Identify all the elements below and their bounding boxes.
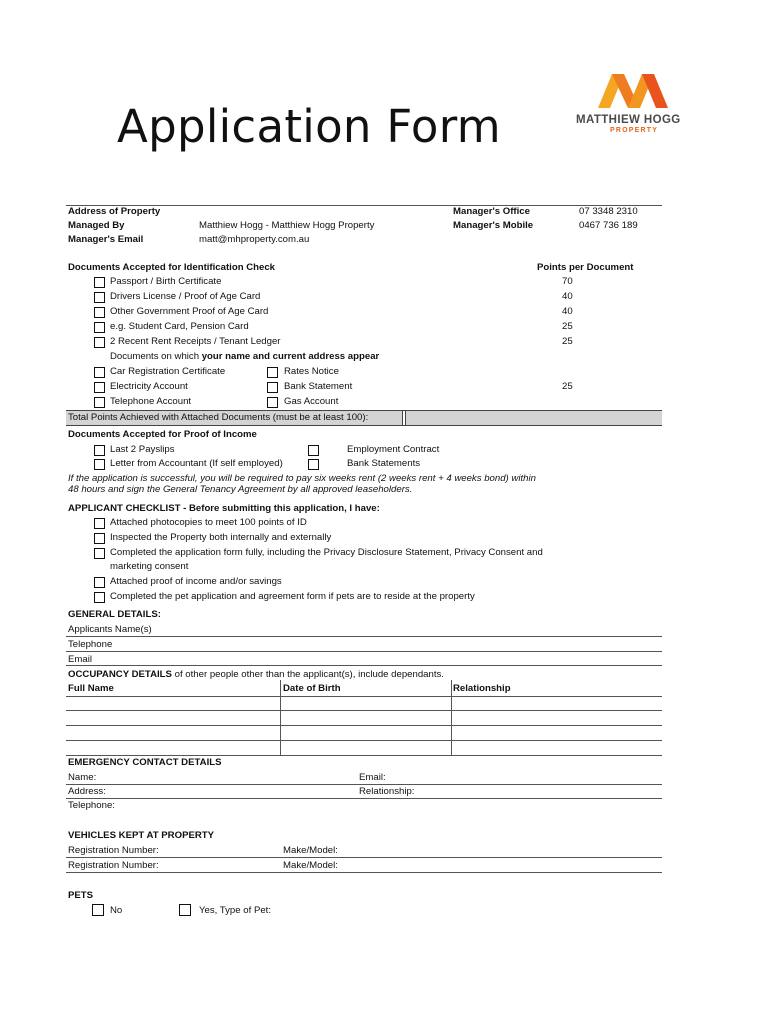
checklist-item: Attached photocopies to meet 100 points of ID (110, 517, 307, 528)
emergency-email-label: Email: (359, 772, 386, 783)
checklist-item: Completed the pet application and agreement form if pets are to reside at the property (110, 591, 475, 602)
electricity-account-checkbox[interactable] (94, 382, 105, 393)
occupancy-row-line (66, 696, 662, 697)
income-doc-label: Bank Statements (347, 458, 421, 469)
applicant-names-label: Applicants Name(s) (68, 624, 152, 635)
id-doc-label: Passport / Birth Certificate (110, 276, 222, 287)
total-points-input[interactable] (402, 411, 406, 425)
occupancy-col-name: Full Name (68, 683, 114, 694)
occupancy-row-line[interactable] (66, 755, 662, 756)
logo-mark-icon (576, 72, 686, 108)
id-doc-checkbox[interactable] (94, 337, 105, 348)
id-doc-label: 2 Recent Rent Receipts / Tenant Ledger (110, 336, 281, 347)
id-doc-checkbox[interactable] (94, 292, 105, 303)
telephone-label: Telephone (68, 639, 113, 650)
checklist-item-continued: marketing consent (110, 561, 189, 572)
pets-no-label: No (110, 905, 123, 916)
page-title: Application Form (117, 100, 501, 153)
logo-sub: PROPERTY (610, 127, 659, 134)
pets-yes-checkbox[interactable] (179, 904, 191, 916)
id-doc-checkbox[interactable] (94, 277, 105, 288)
emergency-name-field[interactable] (66, 784, 662, 785)
occupancy-row-line[interactable] (66, 725, 662, 726)
id-doc-label: Drivers License / Proof of Age Card (110, 291, 261, 302)
telephone-field[interactable] (66, 651, 662, 652)
make-model-label: Make/Model: (283, 845, 338, 856)
applicant-names-field[interactable] (66, 636, 662, 637)
address-label: Address of Property (68, 206, 161, 217)
id-doc-points: 40 (562, 306, 573, 317)
managed-by-value: Matthiew Hogg - Matthiew Hogg Property (199, 220, 375, 231)
office-label: Manager's Office (453, 206, 530, 217)
checklist-item: Attached proof of income and/or savings (110, 576, 282, 587)
occupancy-col-relationship: Relationship (453, 683, 511, 694)
rates-notice-checkbox[interactable] (267, 367, 278, 378)
emergency-name-label: Name: (68, 772, 97, 783)
total-points-label: Total Points Achieved with Attached Documents (must be at least 100): (68, 412, 369, 423)
registration-label: Registration Number: (68, 845, 159, 856)
address-doc-label: Bank Statement (284, 381, 353, 392)
income-doc-label: Last 2 Payslips (110, 444, 175, 455)
office-value: 07 3348 2310 (579, 206, 638, 217)
checklist-checkbox[interactable] (94, 548, 105, 559)
email-field-label: Email (68, 654, 92, 665)
gas-account-checkbox[interactable] (267, 397, 278, 408)
email-value: matt@mhproperty.com.au (199, 234, 310, 245)
employment-contract-checkbox[interactable] (308, 445, 319, 456)
address-docs-note: Documents on which your name and current address appear (110, 351, 380, 362)
vehicle-row-field[interactable] (66, 872, 662, 873)
managed-by-label: Managed By (68, 220, 125, 231)
pets-yes-label: Yes, Type of Pet: (199, 905, 272, 916)
occupancy-row-line[interactable] (66, 740, 662, 741)
id-docs-heading: Documents Accepted for Identification Check (68, 262, 276, 273)
emergency-telephone-label: Telephone: (68, 800, 115, 811)
occupancy-divider (451, 680, 452, 756)
mobile-value: 0467 736 189 (579, 220, 638, 231)
id-doc-label: Other Government Proof of Age Card (110, 306, 269, 317)
emergency-heading: EMERGENCY CONTACT DETAILS (68, 757, 222, 768)
income-doc-label: Letter from Accountant (If self employed) (110, 458, 283, 469)
logo-name: MATTHIEW HOGG (576, 114, 681, 126)
id-doc-points: 40 (562, 291, 573, 302)
bank-statement-checkbox[interactable] (267, 382, 278, 393)
address-doc-label: Rates Notice (284, 366, 339, 377)
checklist-checkbox[interactable] (94, 533, 105, 544)
bank-statements-checkbox[interactable] (308, 459, 319, 470)
id-doc-checkbox[interactable] (94, 322, 105, 333)
id-doc-label: e.g. Student Card, Pension Card (110, 321, 249, 332)
make-model-label: Make/Model: (283, 860, 338, 871)
address-doc-label: Car Registration Certificate (110, 366, 226, 377)
id-doc-points: 25 (562, 336, 573, 347)
email-field[interactable] (66, 665, 662, 666)
address-doc-label: Telephone Account (110, 396, 192, 407)
telephone-account-checkbox[interactable] (94, 397, 105, 408)
checklist-checkbox[interactable] (94, 592, 105, 603)
checklist-checkbox[interactable] (94, 577, 105, 588)
payslips-checkbox[interactable] (94, 445, 105, 456)
income-heading: Documents Accepted for Proof of Income (68, 429, 257, 440)
registration-label: Registration Number: (68, 860, 159, 871)
emergency-address-label: Address: (68, 786, 106, 797)
emergency-relationship-label: Relationship: (359, 786, 415, 797)
emergency-address-field[interactable] (66, 798, 662, 799)
checklist-item: Completed the application form fully, including the Privacy Disclosure Statement, Privacy Consent and (110, 547, 543, 558)
mobile-label: Manager's Mobile (453, 220, 534, 231)
address-doc-label: Electricity Account (110, 381, 188, 392)
occupancy-heading: OCCUPANCY DETAILS of other people other than the applicant(s), include dependants. (68, 669, 444, 680)
checklist-checkbox[interactable] (94, 518, 105, 529)
occupancy-col-dob: Date of Birth (283, 683, 341, 694)
vehicle-row-field[interactable] (66, 857, 662, 858)
email-label: Manager's Email (68, 234, 144, 245)
id-doc-checkbox[interactable] (94, 307, 105, 318)
accountant-letter-checkbox[interactable] (94, 459, 105, 470)
id-doc-points: 25 (562, 321, 573, 332)
points-heading: Points per Document (537, 262, 634, 273)
address-docs-points: 25 (562, 381, 573, 392)
income-doc-label: Employment Contract (347, 444, 440, 455)
occupancy-row-line[interactable] (66, 710, 662, 711)
company-logo (576, 72, 686, 134)
address-doc-label: Gas Account (284, 396, 339, 407)
checklist-item: Inspected the Property both internally and externally (110, 532, 332, 543)
checklist-heading: APPLICANT CHECKLIST - Before submitting this application, I have: (68, 503, 380, 514)
pets-heading: PETS (68, 890, 94, 901)
id-doc-points: 70 (562, 276, 573, 287)
general-heading: GENERAL DETAILS: (68, 609, 161, 620)
car-registration-checkbox[interactable] (94, 367, 105, 378)
vehicles-heading: VEHICLES KEPT AT PROPERTY (68, 830, 215, 841)
occupancy-divider (280, 680, 281, 756)
pets-no-checkbox[interactable] (92, 904, 104, 916)
bond-note-line2: 48 hours and sign the General Tenancy Agreement by all approved leaseholders. (68, 484, 413, 495)
bond-note-line1: If the application is successful, you will be required to pay six weeks rent (2 weeks rent + 4 weeks bond) within (68, 473, 536, 484)
